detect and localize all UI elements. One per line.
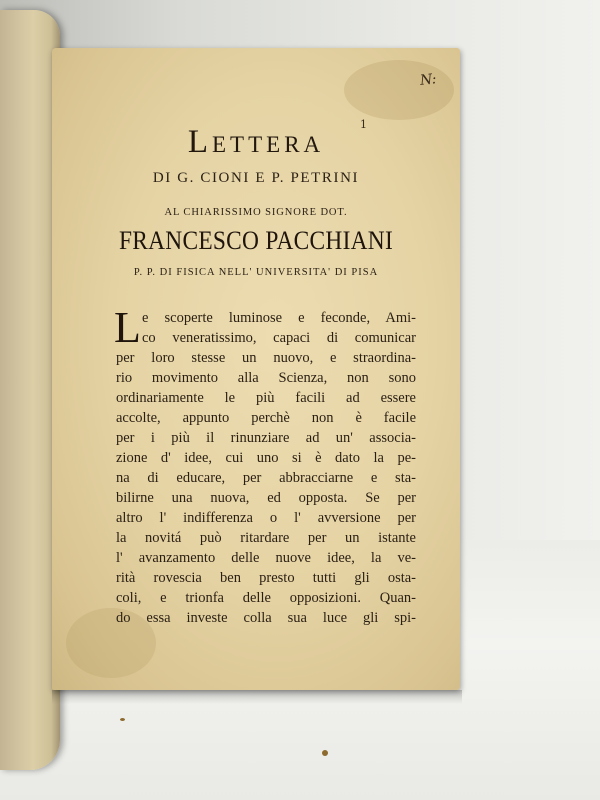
paper-stain <box>344 60 454 120</box>
body-line: e scoperte luminose e feconde, Ami- <box>142 310 416 326</box>
body-line: do essa investe colla sua luce gli spi- <box>116 610 416 626</box>
body-line: coli, e trionfa delle opposizioni. Quan- <box>116 590 416 606</box>
body-line: l' avanzamento delle nuove idee, la ve- <box>116 550 416 566</box>
handwritten-mark: N: <box>419 71 438 89</box>
affiliation-line: P. P. DI FISICA NELL' UNIVERSITA' DI PISA <box>133 267 379 278</box>
page-shadow <box>52 690 462 704</box>
letter-body <box>114 303 416 628</box>
page-title: Lettera <box>187 124 325 160</box>
body-line: altro l' indifferenza o l' avversione per <box>116 510 416 526</box>
authors-line: DI G. CIONI E P. PETRINI <box>152 170 360 186</box>
body-line: ordinariamente le più facili ad essere <box>116 390 416 406</box>
paper-speck <box>120 718 125 721</box>
drop-cap: L <box>114 303 141 352</box>
addressee-line: AL CHIARISSIMO SIGNORE DOT. <box>164 207 348 218</box>
recipient-name: FRANCESCO PACCHIANI <box>118 226 394 255</box>
book-left-edge <box>0 10 60 770</box>
book-page <box>52 48 460 690</box>
body-line: rio movimento alla Scienza, non sono <box>116 370 416 386</box>
body-line: bilirne una nuova, ed opposta. Se per <box>116 490 416 506</box>
body-line: na di educare, per abbracciarne e sta- <box>116 470 416 486</box>
body-line: la novitá può ritardare per un istante <box>116 530 416 546</box>
body-line: per i più il rinunziare ad un' associa- <box>116 430 416 446</box>
paper-speck <box>322 750 328 756</box>
body-line: co veneratissimo, capaci di comunicar <box>142 330 416 346</box>
body-line: zione d' idee, cui uno si è dato la pe- <box>116 450 416 466</box>
body-line: rità rovescia ben presto tutti gli osta- <box>116 570 416 586</box>
body-line: accolte, appunto perchè non è facile <box>116 410 416 426</box>
body-line: per loro stesse un nuovo, e straordina- <box>116 350 416 366</box>
page-number: 1 <box>360 118 367 131</box>
